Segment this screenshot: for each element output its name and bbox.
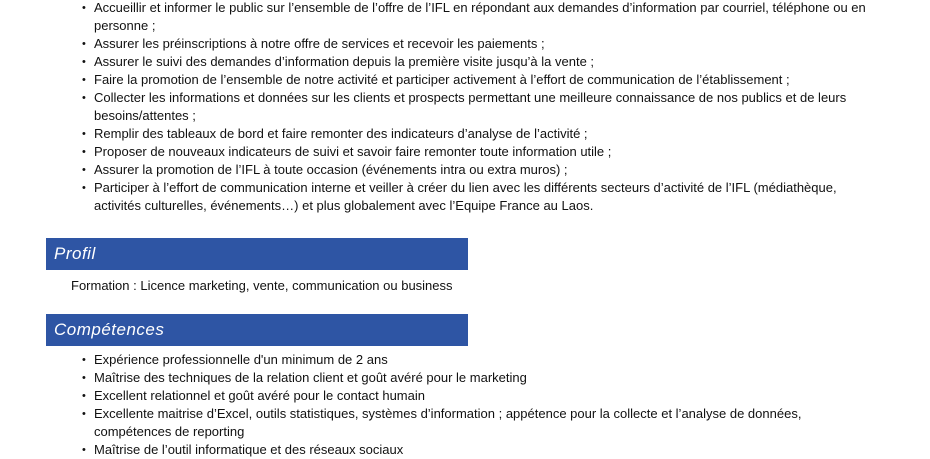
missions-item: • Faire la promotion de l’ensemble de notre activité et participer activement à l’effort de communication de l’établissement ; (82, 71, 882, 89)
missions-item: • Assurer le suivi des demandes d’information depuis la première visite jusqu’à la vente ; (82, 53, 882, 71)
missions-item: • Participer à l’effort de communication interne et veiller à créer du lien avec les différents secteurs d’activité de l’IFL (médiathèque, activités culturelles, événements…) et plus globalement avec l’Equipe France au Laos. (82, 179, 882, 215)
missions-item: • Assurer les préinscriptions à notre offre de services et recevoir les paiements ; (82, 35, 882, 53)
competences-item: • Expérience professionnelle d'un minimum de 2 ans (82, 351, 882, 369)
competences-item: • Maîtrise de l’outil informatique et des réseaux sociaux (82, 441, 882, 459)
missions-item: • Assurer la promotion de l’IFL à toute occasion (événements intra ou extra muros) ; (82, 161, 882, 179)
competences-list (82, 351, 882, 459)
missions-item: • Proposer de nouveaux indicateurs de suivi et savoir faire remonter toute information utile ; (82, 143, 882, 161)
competences-item: • Maîtrise des techniques de la relation client et goût avéré pour le marketing (82, 369, 882, 387)
competences-item: • Excellente maitrise d’Excel, outils statistiques, systèmes d’information ; appétence pour la collecte et l’analyse de données, compétences de reporting (82, 405, 882, 441)
missions-list (82, 0, 882, 215)
competences-item: • Excellent relationnel et goût avéré pour le contact humain (82, 387, 882, 405)
section-heading-competences: Compétences (46, 314, 468, 346)
missions-item: • Collecter les informations et données sur les clients et prospects permettant une meilleure connaissance de nos publics et de leurs besoins/attentes ; (82, 89, 882, 125)
section-heading-profil: Profil (46, 238, 468, 270)
missions-item: • Remplir des tableaux de bord et faire remonter des indicateurs d’analyse de l’activité ; (82, 125, 882, 143)
missions-item: • Accueillir et informer le public sur l’ensemble de l’offre de l’IFL en répondant aux demandes d’information par courriel, téléphone ou en personne ; (82, 0, 882, 35)
profil-formation-text: Formation : Licence marketing, vente, communication ou business (71, 278, 453, 293)
